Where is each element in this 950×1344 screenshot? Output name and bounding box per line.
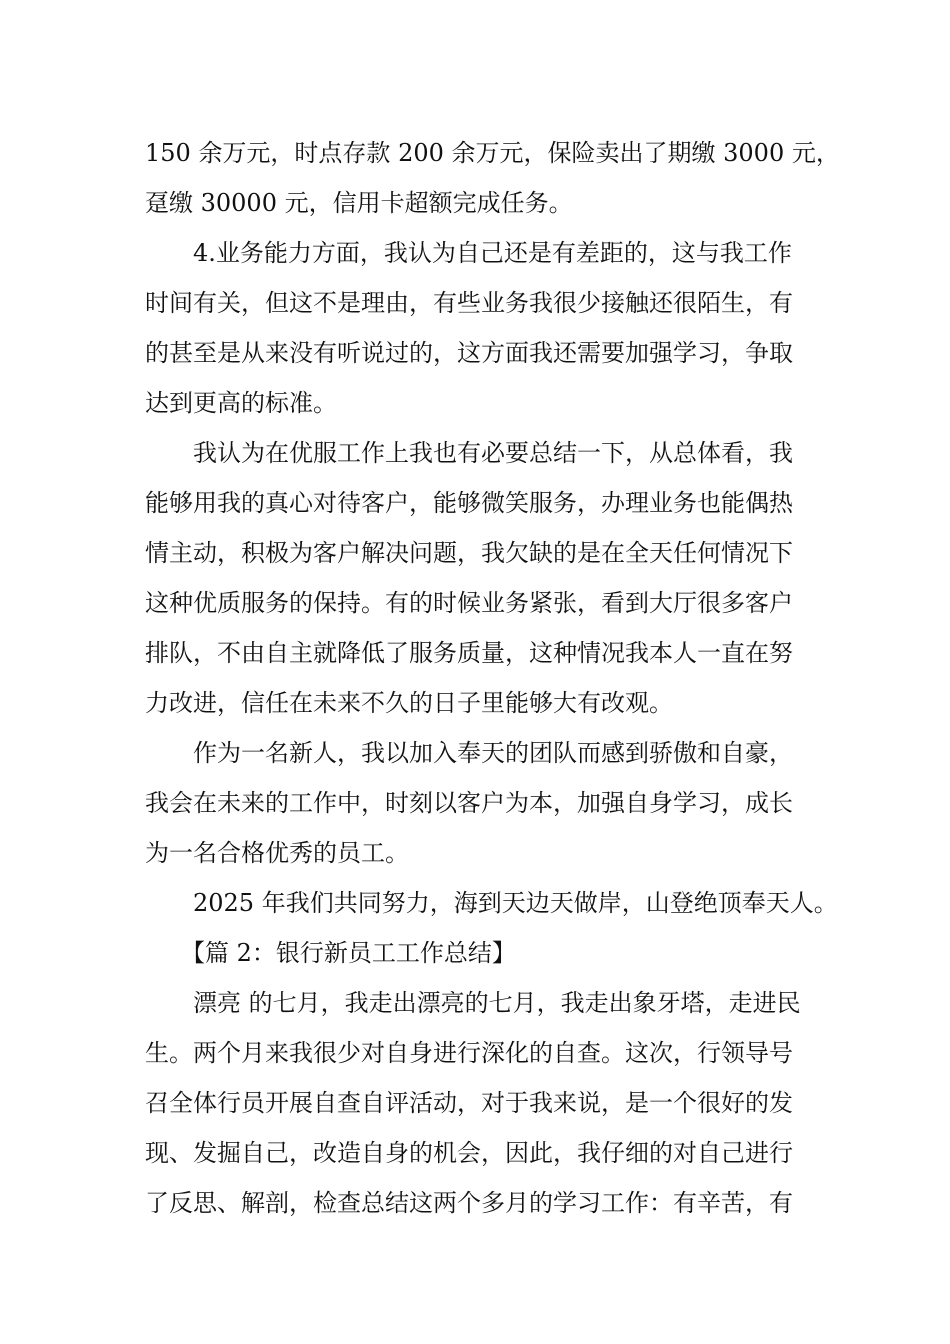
text-line: 为一名合格优秀的员工。 bbox=[145, 839, 409, 867]
paragraph-start: 2025 年我们共同努力，海到天边天做岸，山登绝顶奉天人。 bbox=[193, 889, 838, 917]
text-line: 150 余万元，时点存款 200 余万元，保险卖出了期缴 3000 元， bbox=[145, 139, 840, 167]
text-line: 时间有关，但这不是理由，有些业务我很少接触还很陌生，有 bbox=[145, 289, 793, 317]
paragraph-start: 4.业务能力方面，我认为自己还是有差距的，这与我工作 bbox=[193, 239, 792, 267]
text-line: 我会在未来的工作中，时刻以客户为本，加强自身学习，成长 bbox=[145, 789, 793, 817]
paragraph-start: 漂亮 的七月，我走出漂亮的七月，我走出象牙塔，走进民 bbox=[193, 989, 801, 1017]
text-line: 情主动，积极为客户解决问题，我欠缺的是在全天任何情况下 bbox=[145, 539, 793, 567]
text-line: 能够用我的真心对待客户，能够微笑服务，办理业务也能偶热 bbox=[145, 489, 793, 517]
section-heading: 【篇 2：银行新员工工作总结】 bbox=[181, 939, 516, 967]
text-line: 现、发掘自己，改造自身的机会，因此，我仔细的对自己进行 bbox=[145, 1139, 793, 1167]
text-line: 生。两个月来我很少对自身进行深化的自查。这次，行领导号 bbox=[145, 1039, 793, 1067]
document-body bbox=[145, 128, 840, 1228]
text-line: 的甚至是从来没有听说过的，这方面我还需要加强学习，争取 bbox=[145, 339, 793, 367]
text-line: 召全体行员开展自查自评活动，对于我来说，是一个很好的发 bbox=[145, 1089, 793, 1117]
text-line: 这种优质服务的保持。有的时候业务紧张，看到大厅很多客户 bbox=[145, 589, 793, 617]
paragraph-start: 我认为在优服工作上我也有必要总结一下，从总体看，我 bbox=[193, 439, 793, 467]
text-line: 趸缴 30000 元，信用卡超额完成任务。 bbox=[145, 189, 573, 217]
text-line: 力改进，信任在未来不久的日子里能够大有改观。 bbox=[145, 689, 673, 717]
text-line: 达到更高的标准。 bbox=[145, 389, 337, 417]
paragraph-start: 作为一名新人，我以加入奉天的团队而感到骄傲和自豪， bbox=[193, 739, 793, 767]
text-line: 排队，不由自主就降低了服务质量，这种情况我本人一直在努 bbox=[145, 639, 793, 667]
text-line: 了反思、解剖，检查总结这两个多月的学习工作：有辛苦，有 bbox=[145, 1189, 793, 1217]
